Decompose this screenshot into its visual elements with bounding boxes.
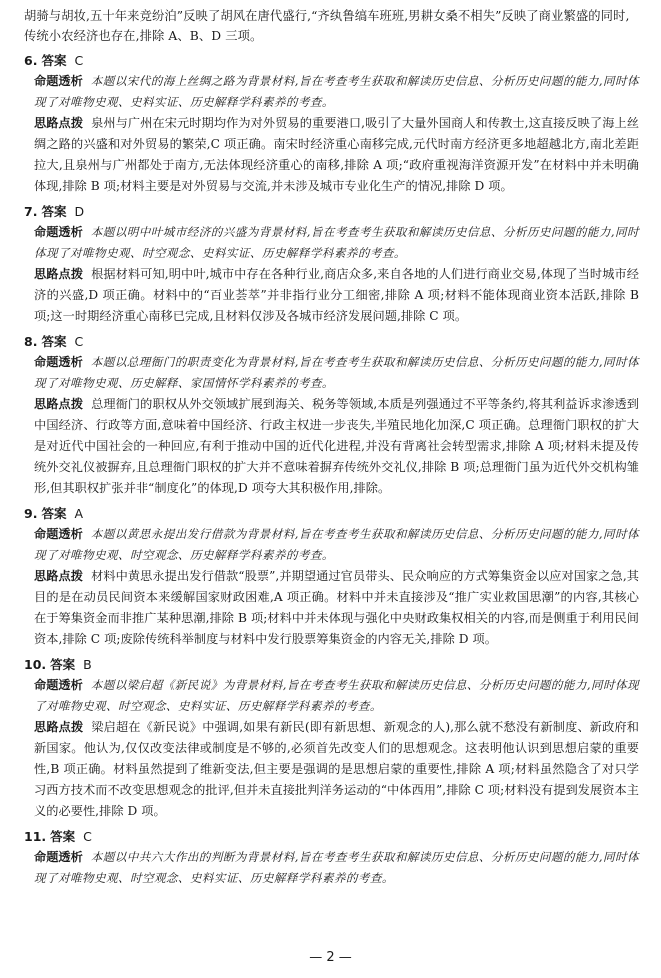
analysis-text: 本题以总理衙门的职责变化为背景材料,旨在考查考生获取和解读历史信息、分析历史问题的能力,同时体现了对唯物史观、历史解释、家国情怀学科素养的考查。 <box>34 355 639 390</box>
hint-text: 总理衙门的职权从外交领域扩展到海关、税务等领域,本质是列强通过不平等条约,将其利益诉求渗透到中国经济、行政等方面,意味着中国经济、行政主权进一步丧失,半殖民地化加深,C 项正确。总理衙门职权的扩大是对近代中国社会的一种回应,有利于推动中国的近代化进程,并没有背离社会转型需求,排除 A 项;材料未提及传统外交礼仪被摒弃,且总理衙门职权的扩大并不意味着摒弃传统外交礼仪,排除 B 项;总理衙门虽为近代外交机构雏形,但其职权扩张并非“制度化”的体现,D 项夸大其积极作用,排除。 <box>34 397 639 495</box>
question-answer-line <box>24 655 639 675</box>
hint-paragraph <box>34 717 639 822</box>
hint-paragraph <box>34 264 639 327</box>
analysis-paragraph <box>34 675 639 717</box>
answer-label: 答案 <box>41 506 67 521</box>
question-number: 7. <box>24 204 38 219</box>
hint-paragraph <box>34 394 639 499</box>
hint-text: 泉州与广州在宋元时期均作为对外贸易的重要港口,吸引了大量外国商人和传教士,这直接反映了海上丝绸之路的兴盛和对外贸易的繁荣,C 项正确。南宋时经济重心南移完成,元代时南方经济更多地超越北方,南北差距拉大,且泉州与广州都处于南方,无法体现经济重心的南移,排除 A 项;“政府重视海洋资源开发”在材料中并未明确体现,排除 B 项;材料主要是对外贸易与交流,并未涉及城市专业化生产的情况,排除 D 项。 <box>34 116 639 193</box>
analysis-paragraph <box>34 524 639 566</box>
analysis-label: 命题透析 <box>34 74 83 88</box>
hint-label: 思路点拨 <box>34 397 84 411</box>
answer-label: 答案 <box>41 53 67 68</box>
question-answer-line <box>24 202 639 222</box>
question-item <box>24 827 639 889</box>
hint-label: 思路点拨 <box>34 569 84 583</box>
question-number: 10. <box>24 657 47 672</box>
analysis-text: 本题以明中叶城市经济的兴盛为背景材料,旨在考查考生获取和解读历史信息、分析历史问题的能力,同时体现了对唯物史观、时空观念、史料实证、历史解释学科素养的考查。 <box>34 225 639 260</box>
analysis-text: 本题以黄思永提出发行借款为背景材料,旨在考查考生获取和解读历史信息、分析历史问题的能力,同时体现了对唯物史观、时空观念、历史解释学科素养的考查。 <box>34 527 639 562</box>
answer-value: C <box>74 334 84 349</box>
answer-label: 答案 <box>41 334 67 349</box>
hint-label: 思路点拨 <box>34 720 84 734</box>
question-answer-line <box>24 332 639 352</box>
hint-label: 思路点拨 <box>34 267 84 281</box>
hint-text: 材料中黄思永提出发行借款“股票”,并期望通过官员带头、民众响应的方式筹集资金以应对国家之急,其目的是在动员民间资本来缓解国家财政困难,A 项正确。材料中并未直接涉及“推广实业救国思潮”的内容,其核心在于筹集资金而非推广某种思潮,排除 B 项;材料中并未体现与强化中央财政集权相关的内容,而是侧重于利用民间资本,排除 C 项;废除传统科举制度与材料中发行股票筹集资金的内容无关,排除 D 项。 <box>34 569 640 646</box>
hint-text: 梁启超在《新民说》中强调,如果有新民(即有新思想、新观念的人),那么就不愁没有新制度、新政府和新国家。他认为,仅仅改变法律或制度是不够的,必须首先改变人们的思想观念。这表明他认识到思想启蒙的重要性,B 项正确。材料虽然提到了维新变法,但主要是强调的是思想启蒙的重要性,排除 A 项;材料虽然隐含了对只学习西方技术而不改变思想观念的批评,但并未直接批判洋务运动的“中体西用”,排除 C 项;材料没有提到发展资本主义的必要性,排除 D 项。 <box>34 720 639 818</box>
page-number: — 2 — <box>309 950 352 965</box>
question-number: 8. <box>24 334 38 349</box>
question-item <box>24 202 639 327</box>
analysis-text: 本题以梁启超《新民说》为背景材料,旨在考查考生获取和解读历史信息、分析历史问题的能力,同时体现了对唯物史观、时空观念、史料实证、历史解释学科素养的考查。 <box>34 678 639 713</box>
question-item <box>24 504 639 650</box>
analysis-paragraph <box>34 222 639 264</box>
question-number: 6. <box>24 53 38 68</box>
question-answer-line <box>24 504 639 524</box>
question-answer-line <box>24 827 639 847</box>
answer-value: C <box>74 53 84 68</box>
hint-label: 思路点拨 <box>34 116 84 130</box>
answer-value: A <box>74 506 84 521</box>
question-item <box>24 655 639 822</box>
analysis-text: 本题以宋代的海上丝绸之路为背景材料,旨在考查考生获取和解读历史信息、分析历史问题的能力,同时体现了对唯物史观、史料实证、历史解释学科素养的考查。 <box>34 74 639 109</box>
answer-label: 答案 <box>41 204 67 219</box>
answer-value: C <box>83 829 92 844</box>
question-number: 9. <box>24 506 38 521</box>
question-answer-line <box>24 51 639 71</box>
answer-value: D <box>74 204 85 219</box>
analysis-label: 命题透析 <box>34 850 83 864</box>
analysis-paragraph <box>34 352 639 394</box>
question-list <box>24 51 639 889</box>
analysis-label: 命题透析 <box>34 225 83 239</box>
analysis-label: 命题透析 <box>34 527 83 541</box>
hint-paragraph <box>34 566 639 650</box>
question-number: 11. <box>24 829 47 844</box>
answer-label: 答案 <box>50 657 76 672</box>
hint-text: 根据材料可知,明中叶,城市中存在各种行业,商店众多,来自各地的人们进行商业交易,体现了当时城市经济的兴盛,D 项正确。材料中的“百业荟萃”并非指行业分工细密,排除 A 项;材料不能体现商业资本活跃,排除 B 项;这一时期经济重心南移已完成,且材料仅涉及各城市经济发展问题,排除 C 项。 <box>34 267 639 323</box>
question-item <box>24 332 639 499</box>
analysis-label: 命题透析 <box>34 355 83 369</box>
analysis-text: 本题以中共六大作出的判断为背景材料,旨在考查考生获取和解读历史信息、分析历史问题的能力,同时体现了对唯物史观、时空观念、史料实证、历史解释学科素养的考查。 <box>34 850 639 885</box>
intro-paragraph: 胡骑与胡妆,五十年来竞纷泊”反映了胡风在唐代盛行,“齐纨鲁缟车班班,男耕女桑不相失”反映了商业繁盛的同时,传统小农经济也存在,排除 A、B、D 三项。 <box>24 9 630 43</box>
analysis-paragraph <box>34 71 639 113</box>
hint-paragraph <box>34 113 639 197</box>
question-item <box>24 51 639 197</box>
analysis-label: 命题透析 <box>34 678 83 692</box>
answer-value: B <box>83 657 92 672</box>
analysis-paragraph <box>34 847 639 889</box>
answer-label: 答案 <box>50 829 76 844</box>
